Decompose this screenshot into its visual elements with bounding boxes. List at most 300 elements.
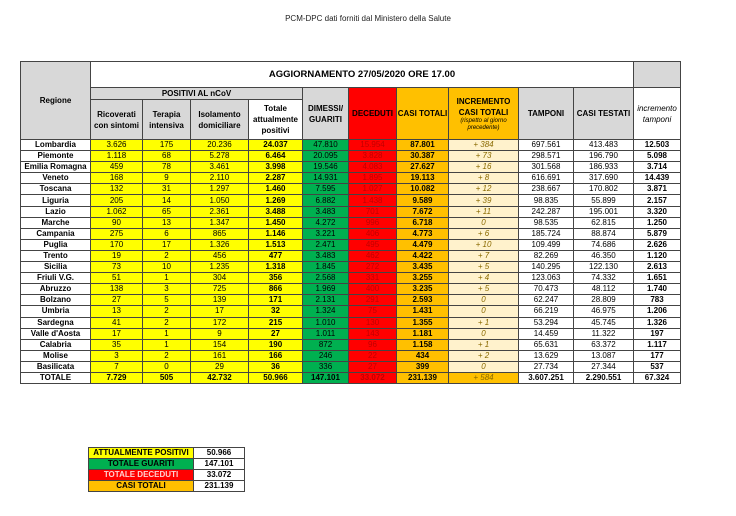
cell-regione: Umbria — [21, 306, 91, 317]
cell-ricoverati: 27 — [91, 295, 143, 306]
cell-totale-positivi: 190 — [249, 339, 303, 350]
cell-terapia: 17 — [143, 239, 191, 250]
cell-isolamento: 5.278 — [191, 151, 249, 162]
cell-regione: Trento — [21, 250, 91, 261]
title-blank-cell — [634, 62, 681, 88]
cell-ricoverati: 41 — [91, 317, 143, 328]
cell-terapia: 2 — [143, 250, 191, 261]
cell-incremento-tamponi: 5.098 — [634, 151, 681, 162]
cell-casi-testati: 74.686 — [574, 239, 634, 250]
cell-ricoverati: 7 — [91, 361, 143, 372]
covid-data-table — [20, 61, 681, 384]
cell-totale-positivi: 2.287 — [249, 173, 303, 184]
cell-regione: Marche — [21, 217, 91, 228]
cell-regione: Liguria — [21, 195, 91, 206]
cell-totale-positivi: 356 — [249, 273, 303, 284]
col-totale-positivi: Totale attualmente positivi — [249, 100, 303, 140]
cell-tamponi: 13.629 — [519, 350, 574, 361]
cell-incremento: + 1 — [449, 317, 519, 328]
cell-deceduti: 4.083 — [349, 162, 397, 173]
cell-terapia: 65 — [143, 206, 191, 217]
cell-totale-positivi: 166 — [249, 350, 303, 361]
cell-regione: Puglia — [21, 239, 91, 250]
cell-incremento: 0 — [449, 217, 519, 228]
cell-deceduti: 3.828 — [349, 151, 397, 162]
cell-regione: Sardegna — [21, 317, 91, 328]
cell-casi-testati: 28.809 — [574, 295, 634, 306]
cell-dimessi: 147.101 — [303, 372, 349, 383]
col-positivi: POSITIVI AL nCoV — [91, 88, 303, 100]
cell-totale-positivi: 24.037 — [249, 140, 303, 151]
cell-dimessi: 336 — [303, 361, 349, 372]
table-row — [21, 228, 681, 239]
cell-casi-testati: 11.322 — [574, 328, 634, 339]
cell-deceduti: 143 — [349, 328, 397, 339]
cell-incremento: + 7 — [449, 250, 519, 261]
cell-isolamento: 725 — [191, 284, 249, 295]
col-casi-totali: CASI TOTALI — [397, 88, 449, 140]
cell-incremento-tamponi: 1.120 — [634, 250, 681, 261]
cell-casi-totali: 87.801 — [397, 140, 449, 151]
table-row — [21, 195, 681, 206]
table-row — [21, 339, 681, 350]
cell-ricoverati: 73 — [91, 262, 143, 273]
cell-casi-testati: 27.344 — [574, 361, 634, 372]
cell-dimessi: 3.221 — [303, 228, 349, 239]
cell-incremento-tamponi: 1.326 — [634, 317, 681, 328]
cell-totale-positivi: 1.460 — [249, 184, 303, 195]
cell-deceduti: 291 — [349, 295, 397, 306]
cell-deceduti: 1.027 — [349, 184, 397, 195]
summary-value: 147.101 — [194, 459, 245, 470]
cell-regione: TOTALE — [21, 372, 91, 383]
table-row — [21, 206, 681, 217]
cell-incremento: + 73 — [449, 151, 519, 162]
cell-tamponi: 65.631 — [519, 339, 574, 350]
cell-ricoverati: 1.118 — [91, 151, 143, 162]
table-row — [21, 162, 681, 173]
cell-isolamento: 20.236 — [191, 140, 249, 151]
cell-incremento-tamponi: 5.879 — [634, 228, 681, 239]
cell-isolamento: 1.297 — [191, 184, 249, 195]
cell-incremento-tamponi: 197 — [634, 328, 681, 339]
cell-deceduti: 75 — [349, 306, 397, 317]
cell-terapia: 0 — [143, 361, 191, 372]
cell-terapia: 14 — [143, 195, 191, 206]
table-row — [21, 284, 681, 295]
summary-row — [89, 448, 245, 459]
cell-terapia: 6 — [143, 228, 191, 239]
cell-totale-positivi: 1.450 — [249, 217, 303, 228]
cell-casi-testati: 45.745 — [574, 317, 634, 328]
cell-casi-testati: 2.290.551 — [574, 372, 634, 383]
cell-dimessi: 2.131 — [303, 295, 349, 306]
cell-casi-totali: 1.431 — [397, 306, 449, 317]
cell-dimessi: 3.483 — [303, 250, 349, 261]
cell-casi-testati: 13.087 — [574, 350, 634, 361]
cell-incremento-tamponi: 3.871 — [634, 184, 681, 195]
table-row — [21, 295, 681, 306]
cell-casi-totali: 10.082 — [397, 184, 449, 195]
cell-incremento-tamponi: 2.157 — [634, 195, 681, 206]
cell-terapia: 2 — [143, 317, 191, 328]
table-row — [21, 239, 681, 250]
summary-value: 50.966 — [194, 448, 245, 459]
cell-casi-testati: 170.802 — [574, 184, 634, 195]
cell-totale-positivi: 1.269 — [249, 195, 303, 206]
cell-isolamento: 1.326 — [191, 239, 249, 250]
summary-value: 33.072 — [194, 470, 245, 481]
cell-ricoverati: 35 — [91, 339, 143, 350]
cell-terapia: 2 — [143, 306, 191, 317]
cell-deceduti: 15.954 — [349, 140, 397, 151]
cell-incremento: + 16 — [449, 162, 519, 173]
cell-totale-positivi: 27 — [249, 328, 303, 339]
summary-label: TOTALE GUARITI — [89, 459, 194, 470]
table-title: AGGIORNAMENTO 27/05/2020 ORE 17.00 — [91, 62, 634, 88]
cell-ricoverati: 3.626 — [91, 140, 143, 151]
cell-deceduti: 495 — [349, 239, 397, 250]
cell-regione: Emilia Romagna — [21, 162, 91, 173]
cell-tamponi: 242.287 — [519, 206, 574, 217]
cell-totale-positivi: 3.998 — [249, 162, 303, 173]
summary-row — [89, 470, 245, 481]
cell-tamponi: 98.835 — [519, 195, 574, 206]
summary-label: CASI TOTALI — [89, 481, 194, 492]
cell-dimessi: 1.845 — [303, 262, 349, 273]
cell-totale-positivi: 866 — [249, 284, 303, 295]
cell-casi-totali: 4.773 — [397, 228, 449, 239]
summary-row — [89, 481, 245, 492]
cell-isolamento: 161 — [191, 350, 249, 361]
cell-terapia: 5 — [143, 295, 191, 306]
cell-dimessi: 246 — [303, 350, 349, 361]
cell-totale-positivi: 1.146 — [249, 228, 303, 239]
cell-ricoverati: 170 — [91, 239, 143, 250]
cell-dimessi: 1.324 — [303, 306, 349, 317]
cell-regione: Lazio — [21, 206, 91, 217]
summary-row — [89, 459, 245, 470]
cell-incremento-tamponi: 1.651 — [634, 273, 681, 284]
cell-isolamento: 456 — [191, 250, 249, 261]
cell-casi-testati: 122.130 — [574, 262, 634, 273]
cell-tamponi: 82.269 — [519, 250, 574, 261]
cell-incremento: 0 — [449, 306, 519, 317]
cell-incremento: + 1 — [449, 339, 519, 350]
cell-terapia: 78 — [143, 162, 191, 173]
cell-incremento-tamponi: 1.206 — [634, 306, 681, 317]
cell-deceduti: 996 — [349, 217, 397, 228]
cell-incremento-tamponi: 67.324 — [634, 372, 681, 383]
cell-isolamento: 2.361 — [191, 206, 249, 217]
cell-regione: Bolzano — [21, 295, 91, 306]
cell-casi-totali: 1.355 — [397, 317, 449, 328]
cell-incremento-tamponi: 2.613 — [634, 262, 681, 273]
cell-casi-totali: 4.479 — [397, 239, 449, 250]
cell-casi-totali: 231.139 — [397, 372, 449, 383]
cell-casi-totali: 4.422 — [397, 250, 449, 261]
cell-regione: Sicilia — [21, 262, 91, 273]
cell-regione: Basilicata — [21, 361, 91, 372]
cell-casi-testati: 186.933 — [574, 162, 634, 173]
cell-incremento-tamponi: 537 — [634, 361, 681, 372]
cell-deceduti: 272 — [349, 262, 397, 273]
cell-dimessi: 7.595 — [303, 184, 349, 195]
cell-ricoverati: 132 — [91, 184, 143, 195]
cell-regione: Campania — [21, 228, 91, 239]
cell-totale-positivi: 36 — [249, 361, 303, 372]
cell-totale-positivi: 1.318 — [249, 262, 303, 273]
cell-dimessi: 1.969 — [303, 284, 349, 295]
cell-casi-totali: 2.593 — [397, 295, 449, 306]
cell-terapia: 1 — [143, 339, 191, 350]
col-incremento-tamponi: incremento tamponi — [634, 88, 681, 140]
cell-incremento-tamponi: 177 — [634, 350, 681, 361]
cell-terapia: 3 — [143, 284, 191, 295]
cell-tamponi: 185.724 — [519, 228, 574, 239]
cell-totale-positivi: 3.488 — [249, 206, 303, 217]
cell-incremento: + 10 — [449, 239, 519, 250]
cell-isolamento: 1.235 — [191, 262, 249, 273]
cell-tamponi: 3.607.251 — [519, 372, 574, 383]
cell-casi-totali: 3.435 — [397, 262, 449, 273]
cell-regione: Veneto — [21, 173, 91, 184]
cell-deceduti: 33.072 — [349, 372, 397, 383]
cell-casi-testati: 55.899 — [574, 195, 634, 206]
cell-ricoverati: 13 — [91, 306, 143, 317]
summary-label: TOTALE DECEDUTI — [89, 470, 194, 481]
table-row — [21, 273, 681, 284]
cell-dimessi: 1.011 — [303, 328, 349, 339]
summary-label: ATTUALMENTE POSITIVI — [89, 448, 194, 459]
cell-casi-testati: 48.112 — [574, 284, 634, 295]
cell-deceduti: 1.895 — [349, 173, 397, 184]
cell-ricoverati: 7.729 — [91, 372, 143, 383]
cell-terapia: 2 — [143, 350, 191, 361]
cell-tamponi: 123.063 — [519, 273, 574, 284]
cell-tamponi: 27.734 — [519, 361, 574, 372]
cell-tamponi: 238.667 — [519, 184, 574, 195]
cell-casi-testati: 196.790 — [574, 151, 634, 162]
cell-casi-totali: 399 — [397, 361, 449, 372]
cell-dimessi: 2.568 — [303, 273, 349, 284]
cell-dimessi: 2.471 — [303, 239, 349, 250]
cell-deceduti: 1.438 — [349, 195, 397, 206]
cell-regione: Molise — [21, 350, 91, 361]
cell-casi-totali: 9.589 — [397, 195, 449, 206]
cell-dimessi: 47.810 — [303, 140, 349, 151]
cell-casi-totali: 30.387 — [397, 151, 449, 162]
cell-casi-testati: 46.975 — [574, 306, 634, 317]
cell-regione: Toscana — [21, 184, 91, 195]
table-row — [21, 350, 681, 361]
table-row — [21, 250, 681, 261]
cell-deceduti: 400 — [349, 284, 397, 295]
cell-isolamento: 17 — [191, 306, 249, 317]
cell-ricoverati: 168 — [91, 173, 143, 184]
cell-totale-positivi: 1.513 — [249, 239, 303, 250]
cell-casi-totali: 3.255 — [397, 273, 449, 284]
cell-deceduti: 331 — [349, 273, 397, 284]
cell-dimessi: 4.272 — [303, 217, 349, 228]
cell-tamponi: 616.691 — [519, 173, 574, 184]
cell-isolamento: 1.050 — [191, 195, 249, 206]
cell-isolamento: 29 — [191, 361, 249, 372]
summary-table — [88, 447, 245, 492]
cell-totale-positivi: 50.966 — [249, 372, 303, 383]
cell-deceduti: 701 — [349, 206, 397, 217]
cell-terapia: 175 — [143, 140, 191, 151]
source-header: PCM-DPC dati forniti dal Ministero della Salute — [285, 14, 451, 23]
cell-totale-positivi: 32 — [249, 306, 303, 317]
cell-ricoverati: 3 — [91, 350, 143, 361]
table-row — [21, 184, 681, 195]
cell-incremento-tamponi: 3.714 — [634, 162, 681, 173]
cell-ricoverati: 205 — [91, 195, 143, 206]
cell-incremento-tamponi: 12.503 — [634, 140, 681, 151]
cell-incremento: 0 — [449, 361, 519, 372]
table-row — [21, 328, 681, 339]
cell-casi-testati: 63.372 — [574, 339, 634, 350]
cell-tamponi: 298.571 — [519, 151, 574, 162]
cell-incremento: 0 — [449, 295, 519, 306]
cell-terapia: 1 — [143, 273, 191, 284]
cell-casi-totali: 3.235 — [397, 284, 449, 295]
cell-casi-totali: 6.718 — [397, 217, 449, 228]
col-incremento — [449, 88, 519, 140]
cell-dimessi: 872 — [303, 339, 349, 350]
cell-casi-totali: 1.181 — [397, 328, 449, 339]
table-row — [21, 217, 681, 228]
table-row — [21, 262, 681, 273]
cell-casi-totali: 1.158 — [397, 339, 449, 350]
incremento-title: INCREMENTO CASI TOTALI — [456, 96, 511, 117]
cell-isolamento: 3.461 — [191, 162, 249, 173]
cell-deceduti: 130 — [349, 317, 397, 328]
table-row — [21, 140, 681, 151]
totale-row — [21, 372, 681, 383]
table-row — [21, 151, 681, 162]
cell-incremento: + 384 — [449, 140, 519, 151]
cell-incremento: 0 — [449, 328, 519, 339]
col-regione: Regione — [21, 62, 91, 140]
cell-tamponi: 66.219 — [519, 306, 574, 317]
cell-casi-totali: 27.627 — [397, 162, 449, 173]
cell-dimessi: 14.931 — [303, 173, 349, 184]
cell-incremento: + 4 — [449, 273, 519, 284]
cell-terapia: 505 — [143, 372, 191, 383]
cell-isolamento: 304 — [191, 273, 249, 284]
cell-dimessi: 3.483 — [303, 206, 349, 217]
cell-casi-testati: 317.690 — [574, 173, 634, 184]
cell-deceduti: 22 — [349, 350, 397, 361]
cell-incremento: + 39 — [449, 195, 519, 206]
cell-casi-testati: 46.350 — [574, 250, 634, 261]
cell-dimessi: 1.010 — [303, 317, 349, 328]
cell-dimessi: 19.546 — [303, 162, 349, 173]
cell-terapia: 9 — [143, 173, 191, 184]
cell-casi-testati: 62.815 — [574, 217, 634, 228]
cell-ricoverati: 459 — [91, 162, 143, 173]
cell-incremento-tamponi: 14.439 — [634, 173, 681, 184]
cell-deceduti: 27 — [349, 361, 397, 372]
cell-ricoverati: 275 — [91, 228, 143, 239]
cell-ricoverati: 51 — [91, 273, 143, 284]
table-row — [21, 173, 681, 184]
cell-incremento-tamponi: 1.740 — [634, 284, 681, 295]
cell-dimessi: 6.882 — [303, 195, 349, 206]
cell-incremento-tamponi: 2.626 — [634, 239, 681, 250]
cell-casi-totali: 19.113 — [397, 173, 449, 184]
cell-tamponi: 53.294 — [519, 317, 574, 328]
cell-regione: Abruzzo — [21, 284, 91, 295]
cell-incremento-tamponi: 1.117 — [634, 339, 681, 350]
cell-terapia: 1 — [143, 328, 191, 339]
cell-tamponi: 697.561 — [519, 140, 574, 151]
cell-isolamento: 2.110 — [191, 173, 249, 184]
cell-isolamento: 9 — [191, 328, 249, 339]
cell-dimessi: 20.095 — [303, 151, 349, 162]
cell-incremento-tamponi: 783 — [634, 295, 681, 306]
cell-casi-testati: 88.874 — [574, 228, 634, 239]
cell-incremento: + 584 — [449, 372, 519, 383]
col-ricoverati: Ricoverati con sintomi — [91, 100, 143, 140]
cell-regione: Lombardia — [21, 140, 91, 151]
cell-casi-totali: 434 — [397, 350, 449, 361]
cell-totale-positivi: 171 — [249, 295, 303, 306]
cell-incremento-tamponi: 3.320 — [634, 206, 681, 217]
cell-tamponi: 109.499 — [519, 239, 574, 250]
cell-incremento: + 8 — [449, 173, 519, 184]
cell-totale-positivi: 6.464 — [249, 151, 303, 162]
cell-deceduti: 96 — [349, 339, 397, 350]
col-casi-testati: CASI TESTATI — [574, 88, 634, 140]
cell-regione: Calabria — [21, 339, 91, 350]
cell-tamponi: 62.247 — [519, 295, 574, 306]
table-row — [21, 361, 681, 372]
table-row — [21, 317, 681, 328]
cell-terapia: 10 — [143, 262, 191, 273]
cell-incremento: + 6 — [449, 228, 519, 239]
cell-incremento: + 5 — [449, 262, 519, 273]
cell-regione: Valle d'Aosta — [21, 328, 91, 339]
cell-terapia: 13 — [143, 217, 191, 228]
cell-tamponi: 98.535 — [519, 217, 574, 228]
cell-incremento: + 12 — [449, 184, 519, 195]
col-isolamento: Isolamento domiciliare — [191, 100, 249, 140]
cell-isolamento: 172 — [191, 317, 249, 328]
cell-regione: Friuli V.G. — [21, 273, 91, 284]
cell-casi-testati: 195.001 — [574, 206, 634, 217]
cell-totale-positivi: 215 — [249, 317, 303, 328]
cell-isolamento: 154 — [191, 339, 249, 350]
cell-totale-positivi: 477 — [249, 250, 303, 261]
cell-regione: Piemonte — [21, 151, 91, 162]
cell-isolamento: 42.732 — [191, 372, 249, 383]
cell-incremento-tamponi: 1.250 — [634, 217, 681, 228]
cell-ricoverati: 138 — [91, 284, 143, 295]
cell-ricoverati: 17 — [91, 328, 143, 339]
cell-incremento: + 5 — [449, 284, 519, 295]
incremento-note: (rispetto al giorno precedente) — [460, 117, 507, 131]
col-terapia: Terapia intensiva — [143, 100, 191, 140]
summary-value: 231.139 — [194, 481, 245, 492]
cell-deceduti: 462 — [349, 250, 397, 261]
cell-tamponi: 14.459 — [519, 328, 574, 339]
cell-isolamento: 865 — [191, 228, 249, 239]
col-dimessi: DIMESSI/ GUARITI — [303, 88, 349, 140]
cell-casi-testati: 74.332 — [574, 273, 634, 284]
